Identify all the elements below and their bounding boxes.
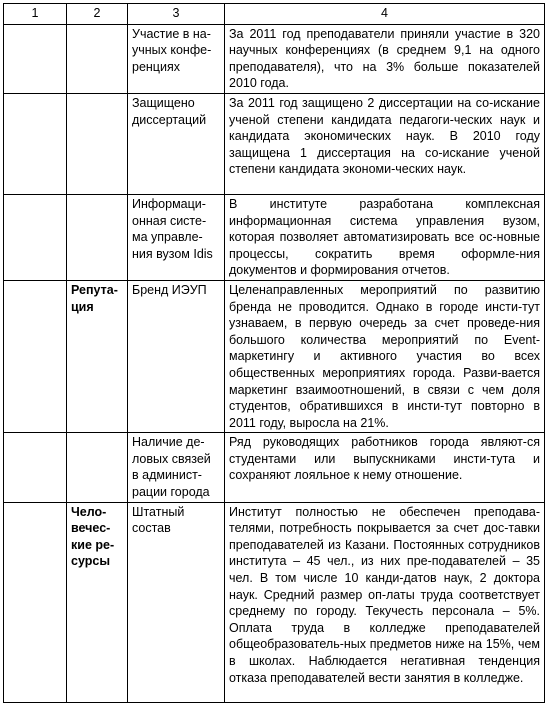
table-row	[4, 93, 545, 194]
header-cell-1: 1	[4, 4, 67, 25]
table-row	[4, 194, 545, 280]
row-description-text: Институт полностью не обеспечен преподава-телями, потребность покрывается за счет дос-тавки преподавателей из Казани. Постоянных сотрудников института – 45 чел., из них пре-подавателей – 35 чел. В том числе 10 канди-датов наук, 2 доктора наук. Средний размер оп-латы труда соответствует среднему по городу. Текучесть персонала – 5%. Оплата труда в колледже преподавателей общеобразователь-ных предметов ниже на 15%, чем в школах. Наблюдается негативная тенденция отказа преподавателей вести занятия в колледже.	[229, 504, 540, 685]
table-row	[4, 24, 545, 93]
row-description-text: За 2011 год защищено 2 диссертации на со-искание ученой степени кандидата педагоги-ческих наук и кандидата экономических наук. В 2010 году защищена 1 диссертация на со-искание ученой степени кандидата экономи-ческих наук.	[229, 95, 540, 177]
header-cell-2: 2	[67, 4, 128, 25]
table-row	[4, 433, 545, 502]
row-description-text: Ряд руководящих работников города являют-ся студентами или выпускниками инсти-тута и сохраняют лояльное к нему отношение.	[229, 435, 540, 483]
row-indicator-cell: Участие в на-учных конфе-ренциях	[128, 24, 225, 93]
row-description-cell	[225, 502, 545, 702]
report-table	[3, 3, 545, 703]
row-category-cell	[67, 433, 128, 502]
table-header-row	[4, 4, 545, 25]
header-cell-4: 4	[225, 4, 545, 25]
row-description-text: В институте разработана комплексная информационная система управления вузом, которая позволяет автоматизировать все ос-новные процессы, сократить время оформле-ния документов и формирования отчетов.	[229, 196, 540, 278]
row-description-cell	[225, 433, 545, 502]
row-cell-col1	[4, 433, 67, 502]
row-category-cell: Репута-ция	[67, 280, 128, 432]
row-cell-col1	[4, 502, 67, 702]
row-description-text: За 2011 год преподаватели приняли участие в 320 научных конференциях (в среднем 9,1 на одного преподавателя), что на 3% больше показателей 2010 года.	[229, 26, 540, 91]
row-category-cell	[67, 24, 128, 93]
header-cell-3: 3	[128, 4, 225, 25]
table-row	[4, 502, 545, 702]
row-indicator-cell: Штатный состав	[128, 502, 225, 702]
row-description-text: Целенаправленных мероприятий по развитию бренда не проводится. Однако в городе инсти-тут узнаваем, в первую очередь за счет проведе-ния большого количества мероприятий по Event-маркетингу и активного участия во всех общественных мероприятиях города. Разви-вается маркетинг взаимоотношений, в связи с чем доля студентов, обратившихся в инсти-тут повторно в 2011 году, выросла на 21%.	[229, 282, 540, 430]
row-cell-col1	[4, 280, 67, 432]
row-indicator-cell: Информаци-онная систе-ма управле-ния вузом Idis	[128, 194, 225, 280]
row-category-cell	[67, 93, 128, 194]
row-indicator-cell: Наличие де-ловых связей в админист-рации города	[128, 433, 225, 502]
row-description-cell	[225, 24, 545, 93]
table-row	[4, 280, 545, 432]
row-category-cell: Чело-вечес-кие ре-сурсы	[67, 502, 128, 702]
row-cell-col1	[4, 93, 67, 194]
row-description-cell	[225, 93, 545, 194]
row-indicator-cell: Бренд ИЭУП	[128, 280, 225, 432]
row-indicator-cell: Защищено диссертаций	[128, 93, 225, 194]
row-cell-col1	[4, 24, 67, 93]
row-category-cell	[67, 194, 128, 280]
row-description-cell	[225, 194, 545, 280]
row-description-cell	[225, 280, 545, 432]
row-cell-col1	[4, 194, 67, 280]
